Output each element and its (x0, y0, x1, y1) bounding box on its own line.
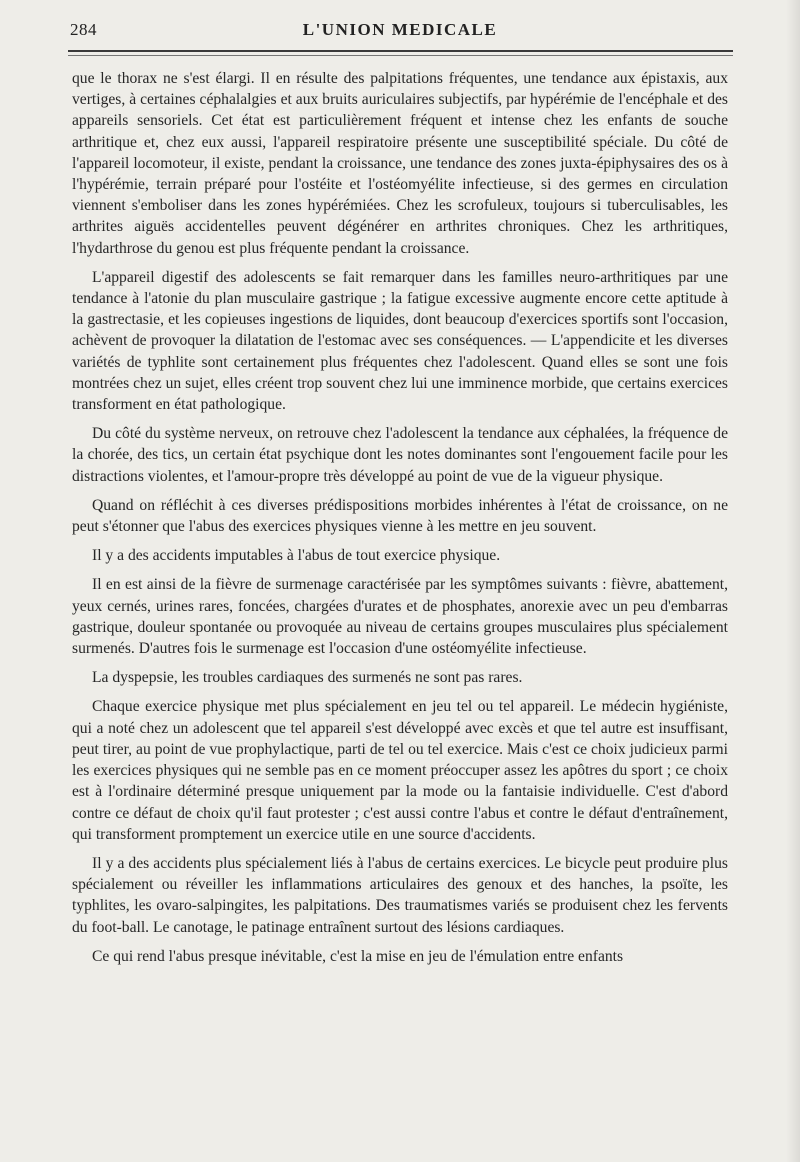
paragraph: Quand on réfléchit à ces diverses prédispositions morbides inhérentes à l'état de croissance, on ne peut s'étonner que l'abus des exercices physiques vienne à les mettre en jeu souvent. (72, 496, 728, 536)
paragraph: Du côté du système nerveux, on retrouve chez l'adolescent la tendance aux céphalées, la fréquence de la chorée, des tics, un certain état psychique dont les notes dominantes sont l'engouement facile pour les distractions violentes, et l'amour-propre très développé au point de vue de la vigueur physique. (72, 425, 728, 485)
page-number: 284 (70, 20, 97, 39)
page-edge-shadow (786, 0, 800, 1162)
running-title: L'UNION MEDICALE (302, 20, 498, 39)
paragraph: Chaque exercice physique met plus spécialement en jeu tel ou tel appareil. Le médecin hygiéniste, qui a noté chez un adolescent que tel appareil s'est développé avec excès et que tel autre est insuffisant, peut tirer, au point de vue prophylactique, parti de tel ou tel exercice. Mais c'est ce choix judicieux parmi les exercices physiques qui ne semble pas en ce moment préoccuper assez les apôtres du sport ; ce choix est à l'ordinaire déterminé presque uniquement par la mode ou la fantaisie individuelle. C'est d'abord contre ce défaut de choix qu'il faut protester ; c'est aussi contre l'abus et contre le défaut d'entraînement, qui transforment promptement un exercice utile en une source d'accidents. (72, 698, 728, 843)
page-header (70, 20, 730, 44)
paragraph: Ce qui rend l'abus presque inévitable, c'est la mise en jeu de l'émulation entre enfants (92, 947, 624, 965)
paragraph: La dyspepsie, les troubles cardiaques des surmenés ne sont pas rares. (92, 669, 523, 687)
paragraph: Il y a des accidents plus spécialement liés à l'abus de certains exercices. Le bicycle peut produire plus spécialement ou réveiller les inflammations articulaires des genoux et des hanches, la psoïte, les typhlites, les ovaro-salpingites, les palpitations. Des traumatismes variés se produisent chez les fervents du foot-ball. Le canotage, le patinage entraînent surtout des lésions cardiaques. (72, 854, 728, 936)
body-text (72, 68, 728, 975)
paragraph: que le thorax ne s'est élargi. Il en résulte des palpitations fréquentes, une tendance aux épistaxis, aux vertiges, à certaines céphalalgies et aux bruits auriculaires subjectifs, par hypérémie de l'encéphale et des appareils sensoriels. Cet état est particulièrement fréquent et intense chez les enfants de souche arthritique et, chez eux aussi, l'appareil respiratoire présente une susceptibilité spéciale. Du côté de l'appareil locomoteur, il existe, pendant la croissance, une tendance des zones juxta-épiphysaires des os à l'hypérémie, terrain préparé pour l'ostéite et l'ostéomyélite infectieuse, si des germes en circulation viennent s'emboliser dans les zones hypérémiées. Chez les scrofuleux, toujours si tuberculisables, les arthrites aiguës accidentelles peuvent dégénérer en arthrites chroniques. Chez les arthritiques, l'hydarthrose du genou est plus fréquente pendant la croissance. (72, 70, 728, 257)
paragraph: Il en est ainsi de la fièvre de surmenage caractérisée par les symptômes suivants : fièvre, abattement, yeux cernés, urines rares, foncées, chargées d'urates et de phosphates, anorexie avec un peu d'embarras gastrique, douleur spontanée ou provoquée au niveau de certains groupes musculaires plus spécialement surmenés. D'autres fois le surmenage est l'occasion d'une ostéomyélite infectieuse. (72, 576, 728, 658)
header-rule (68, 50, 733, 52)
header-rule-thin (68, 55, 733, 56)
paragraph: L'appareil digestif des adolescents se fait remarquer dans les familles neuro-arthritiques par une tendance à l'atonie du plan musculaire gastrique ; la fatigue excessive augmente encore cette aptitude à la gastrectasie, et les copieuses ingestions de liquides, dont beaucoup d'exercices sportifs sont l'occasion, achèvent de provoquer la dilatation de l'estomac avec ses conséquences. — L'appendicite et les diverses variétés de typhlite sont certainement plus fréquentes chez l'adolescent. Quand elles se sont une fois montrées chez un sujet, elles créent trop souvent chez lui une imminence morbide, que certains exercices transforment en état pathologique. (72, 268, 728, 414)
paragraph: Il y a des accidents imputables à l'abus de tout exercice physique. (92, 547, 501, 565)
